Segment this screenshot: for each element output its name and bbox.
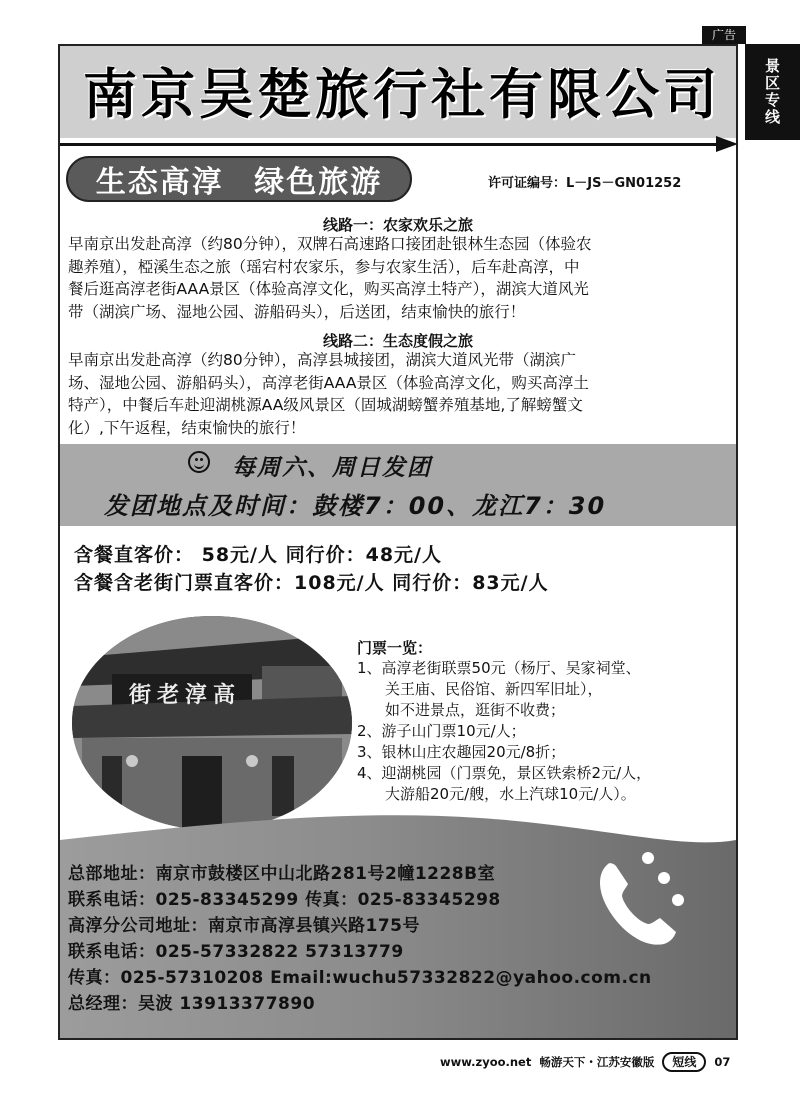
- hq-phone-fax: 联系电话：025-83345299 传真：025-83345298: [68, 890, 501, 910]
- route-2-line: 早南京出发赴高淳（约80分钟），高淳县城接团，湖滨大道风光带（湖滨广: [68, 351, 576, 369]
- old-street-photo: [72, 616, 352, 830]
- slogan-badge: 生态高淳 绿色旅游: [66, 156, 412, 202]
- footer-section-badge: 短线: [662, 1052, 706, 1072]
- branch-phone: 联系电话：025-57332822 57313779: [68, 942, 404, 962]
- general-manager: 总经理：吴波 13913377890: [68, 994, 316, 1014]
- ticket-item: 4、迎湖桃园（门票免，景区铁索桥2元/人，: [357, 764, 652, 782]
- ticket-item: 关王庙、民俗馆、新四军旧址），: [385, 680, 603, 698]
- branch-fax-email: 传真：025-57310208 Email:wuchu57332822@yahoo.com.cn: [68, 968, 652, 988]
- tickets-title: 门票一览：: [357, 639, 433, 657]
- telephone-icon: [590, 844, 700, 956]
- footer-edition: 畅游天下・江苏安徽版: [539, 1055, 655, 1069]
- footer-url: www.zyoo.net: [440, 1055, 532, 1069]
- ticket-item: 1、高淳老街联票50元（杨厅、吴家祠堂、: [357, 659, 641, 677]
- price-meal: 含餐直客价： 58元/人 同行价：48元/人: [74, 544, 442, 566]
- price-meal-ticket: 含餐含老街门票直客价：108元/人 同行价：83元/人: [74, 572, 549, 594]
- route-1-line: 早南京出发赴高淳（约80分钟），双牌石高速路口接团赴银林生态园（体验农: [68, 235, 592, 253]
- route-2-line: 特产），中餐后车赴迎湖桃源AA级风景区（固城湖螃蟹养殖基地,了解螃蟹文: [68, 396, 583, 414]
- route-2-line: 化）,下午返程，结束愉快的旅行！: [68, 418, 306, 437]
- route-1-body: [68, 233, 724, 323]
- ticket-item: 如不进景点，逛街不收费；: [385, 701, 566, 719]
- schedule-days: 每周六、周日发团: [232, 455, 432, 481]
- photo-sign-text: 街老淳高: [128, 683, 241, 708]
- branch-address: 高淳分公司地址：南京市高淳县镇兴路175号: [68, 916, 420, 936]
- route-1-title: 线路一：农家欢乐之旅: [322, 216, 473, 234]
- page-footer: [440, 1052, 730, 1072]
- schedule-departure: 发团地点及时间：鼓楼7：00、龙江7：30: [104, 492, 607, 520]
- arrow-right-icon: [716, 136, 738, 152]
- route-2-title: 线路二：生态度假之旅: [322, 332, 473, 350]
- company-name: 南京吴楚旅行社有限公司: [83, 63, 721, 126]
- smiley-icon: [188, 451, 210, 473]
- old-street-building-illustration: [72, 616, 352, 830]
- side-tab-scenic-line: 景区专线: [745, 44, 800, 140]
- header-arrow-line: [60, 143, 720, 146]
- ad-tag: 广告: [702, 26, 746, 44]
- page-number: 07: [714, 1055, 731, 1069]
- ticket-item: 大游船20元/艘，水上汽球10元/人）。: [385, 785, 636, 803]
- route-1-line: 趣养殖），椏溪生态之旅（瑶宕村农家乐，参与农家生活），后车赴高淳，中: [68, 257, 580, 276]
- license-number: 许可证编号：L－JS－GN01252: [488, 176, 682, 191]
- route-1-line: 餐后逛高淳老街AAA景区（体验高淳文化，购买高淳土特产），湖滨大道风光: [68, 280, 589, 298]
- route-2-line: 场、湿地公园、游船码头），高淳老街AAA景区（体验高淳文化，购买高淳土: [68, 373, 589, 392]
- route-2-body: [68, 349, 724, 439]
- route-1-line: 带（湖滨广场、湿地公园、游船码头），后送团，结束愉快的旅行！: [68, 302, 526, 321]
- ticket-item: 3、银林山庄农趣园20元/8折；: [357, 743, 566, 761]
- ticket-item: 2、游子山门票10元/人；: [357, 722, 526, 740]
- hq-address: 总部地址：南京市鼓楼区中山北路281号2幢1228B室: [68, 864, 496, 884]
